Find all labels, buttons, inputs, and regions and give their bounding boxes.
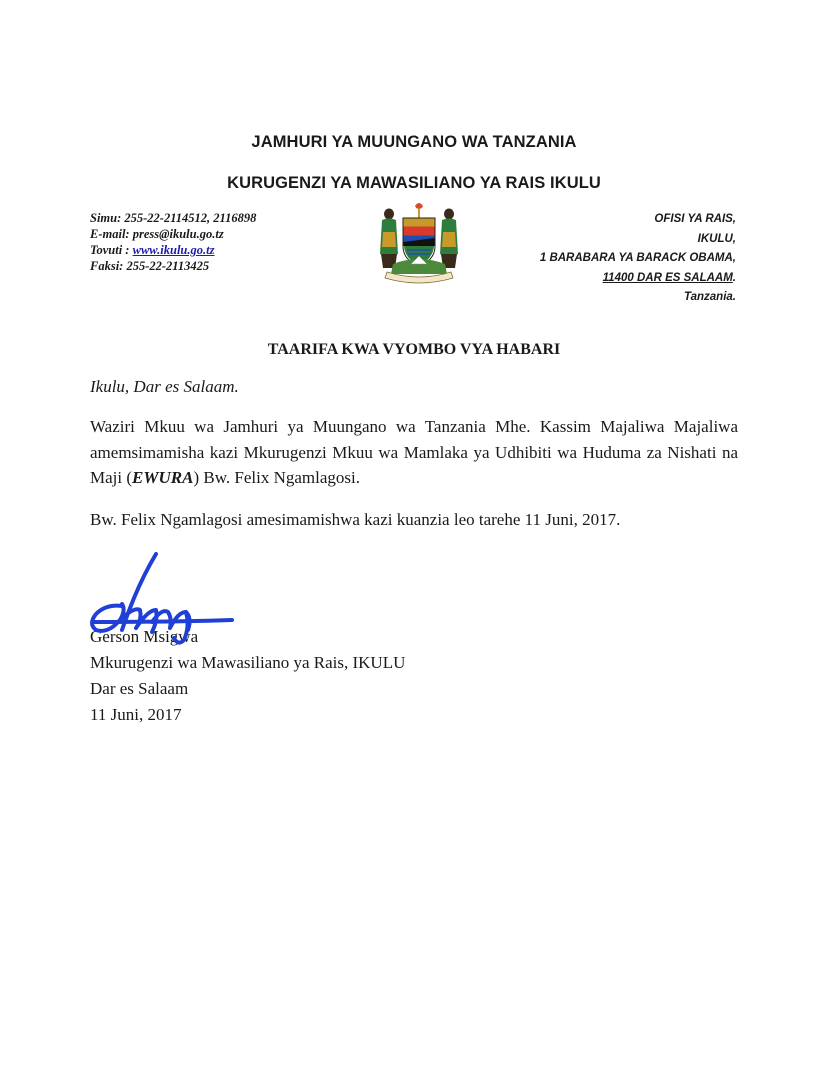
signatory-title: Mkurugenzi wa Mawasiliano ya Rais, IKULU (90, 653, 406, 672)
address-line-1: OFISI YA RAIS, (654, 213, 736, 225)
address-postcode: 11400 DAR ES SALAAM (602, 271, 733, 284)
website-link[interactable]: www.ikulu.go.tz (132, 243, 215, 257)
contact-fax: Faksi: 255-22-2113425 (90, 259, 210, 273)
paragraph-2: Bw. Felix Ngamlagosi amesimamishwa kazi kuanzia leo tarehe 11 Juni, 2017. (90, 510, 621, 529)
signatory-name: Gerson Msigwa (90, 627, 199, 646)
address-line-5: Tanzania. (684, 291, 736, 303)
document-title: TAARIFA KWA VYOMBO VYA HABARI (267, 341, 561, 358)
contact-phone: Simu: 255-22-2114512, 2116898 (90, 211, 257, 225)
website-label: Tovuti : (90, 243, 133, 257)
contact-website-row (90, 242, 256, 258)
address-line-3: 1 BARABARA YA BARACK OBAMA, (539, 252, 736, 264)
address-postcode-suffix: . (732, 271, 736, 284)
address-line-4 (540, 269, 736, 289)
paragraph-1-text-a: Waziri Mkuu wa Jamhuri ya Muungano wa Tanzania Mhe. Kassim Majaliwa Majaliwa amemsimamisha kazi Mkurugenzi Mkuu wa Mamlaka ya Udhibiti wa Huduma za Nishati na Maji ( (90, 417, 738, 487)
handwritten-signature (82, 548, 252, 648)
signatory-date: 11 Juni, 2017 (90, 705, 182, 724)
header-line-2: KURUGENZI YA MAWASILIANO YA RAIS IKULU (227, 174, 601, 192)
header-line-1: JAMHURI YA MUUNGANO WA TANZANIA (251, 133, 577, 151)
address-line-2: IKULU, (697, 232, 736, 245)
address-block (540, 210, 736, 308)
paragraph-1-text-b: ) Bw. Felix Ngamlagosi. (193, 468, 360, 487)
paragraph-1 (90, 414, 738, 491)
signatory-city: Dar es Salaam (90, 679, 189, 698)
contact-block (90, 210, 256, 274)
dateline: Ikulu, Dar es Salaam. (90, 377, 239, 396)
coat-of-arms-icon (373, 202, 465, 284)
contact-email: E-mail: press@ikulu.go.tz (90, 227, 224, 241)
ewura-acronym: EWURA (132, 468, 194, 487)
